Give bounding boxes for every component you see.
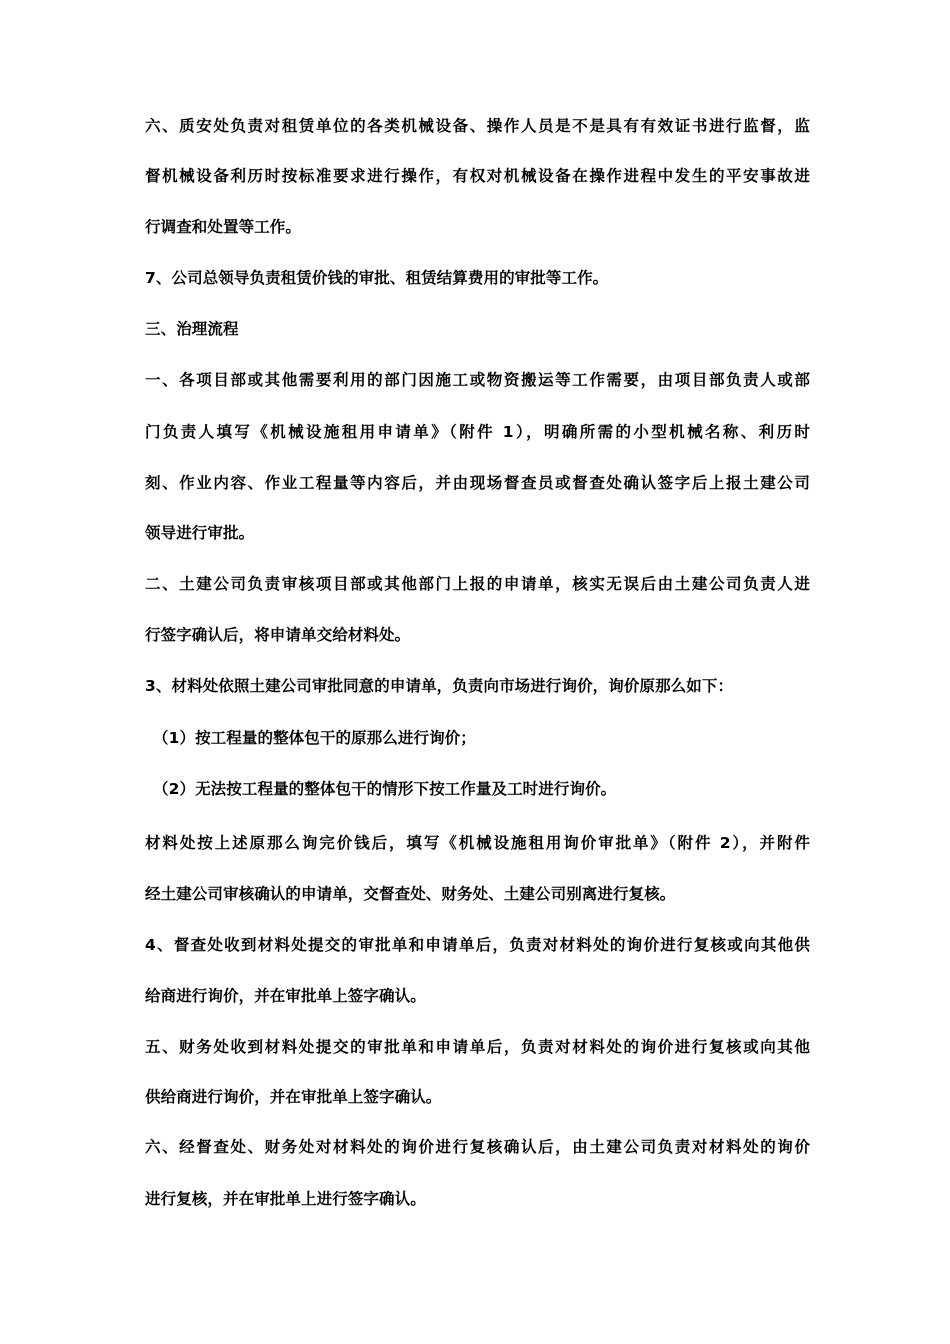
- list-item: （2）无法按工程量的整体包干的情形下按工作量及工时进行询价。: [153, 780, 617, 798]
- paragraph-line: 4、督查处收到材料处提交的审批单和申请单后，负责对材料处的询价进行复核或向其他供: [145, 936, 810, 954]
- paragraph-line: 二、土建公司负责审核项目部或其他部门上报的申请单，核实无误后由土建公司负责人进: [145, 575, 810, 593]
- paragraph-line: 供给商进行询价，并在审批单上签字确认。: [145, 1088, 442, 1106]
- paragraph-line: 3、材料处依照土建公司审批同意的申请单，负责向市场进行询价，询价原那么如下：: [145, 677, 734, 695]
- paragraph-line: 行调查和处置等工作。: [145, 218, 302, 236]
- paragraph-line: 经土建公司审核确认的申请单，交督查处、财务处、土建公司别离进行复核。: [145, 885, 676, 903]
- paragraph-line: 行签字确认后，将申请单交给材料处。: [145, 626, 411, 644]
- paragraph-line: 督机械设备利历时按标准要求进行操作，有权对机械设备在操作进程中发生的平安事故进: [145, 167, 810, 185]
- paragraph-line: 六、质安处负责对租赁单位的各类机械设备、操作人员是不是具有有效证书进行监督，监: [145, 117, 810, 135]
- paragraph-line: 7、公司总领导负责租赁价钱的审批、租赁结算费用的审批等工作。: [145, 269, 609, 287]
- paragraph-line: 材料处按上述原那么询完价钱后，填写《机械设施租用询价审批单》（附件 2），并附件: [145, 834, 810, 852]
- paragraph-line: 给商进行询价，并在审批单上签字确认。: [145, 987, 426, 1005]
- paragraph-line: 一、各项目部或其他需要利用的部门因施工或物资搬运等工作需要，由项目部负责人或部: [145, 371, 810, 389]
- paragraph-line: 进行复核，并在审批单上进行签字确认。: [145, 1190, 426, 1208]
- paragraph-line: 五、财务处收到材料处提交的审批单和申请单后，负责对材料处的询价进行复核或向其他: [145, 1038, 810, 1056]
- paragraph-line: 六、经督查处、财务处对材料处的询价进行复核确认后，由土建公司负责对材料处的询价: [145, 1138, 810, 1156]
- paragraph-line: 领导进行审批。: [145, 524, 255, 542]
- paragraph-line: 刻、作业内容、作业工程量等内容后，并由现场督查员或督查处确认签字后上报土建公司: [145, 474, 810, 492]
- list-item: （1）按工程量的整体包干的原那么进行询价；: [153, 729, 476, 747]
- section-heading: 三、治理流程: [145, 320, 239, 338]
- paragraph-line: 门负责人填写《机械设施租用申请单》（附件 1），明确所需的小型机械名称、利历时: [145, 423, 810, 441]
